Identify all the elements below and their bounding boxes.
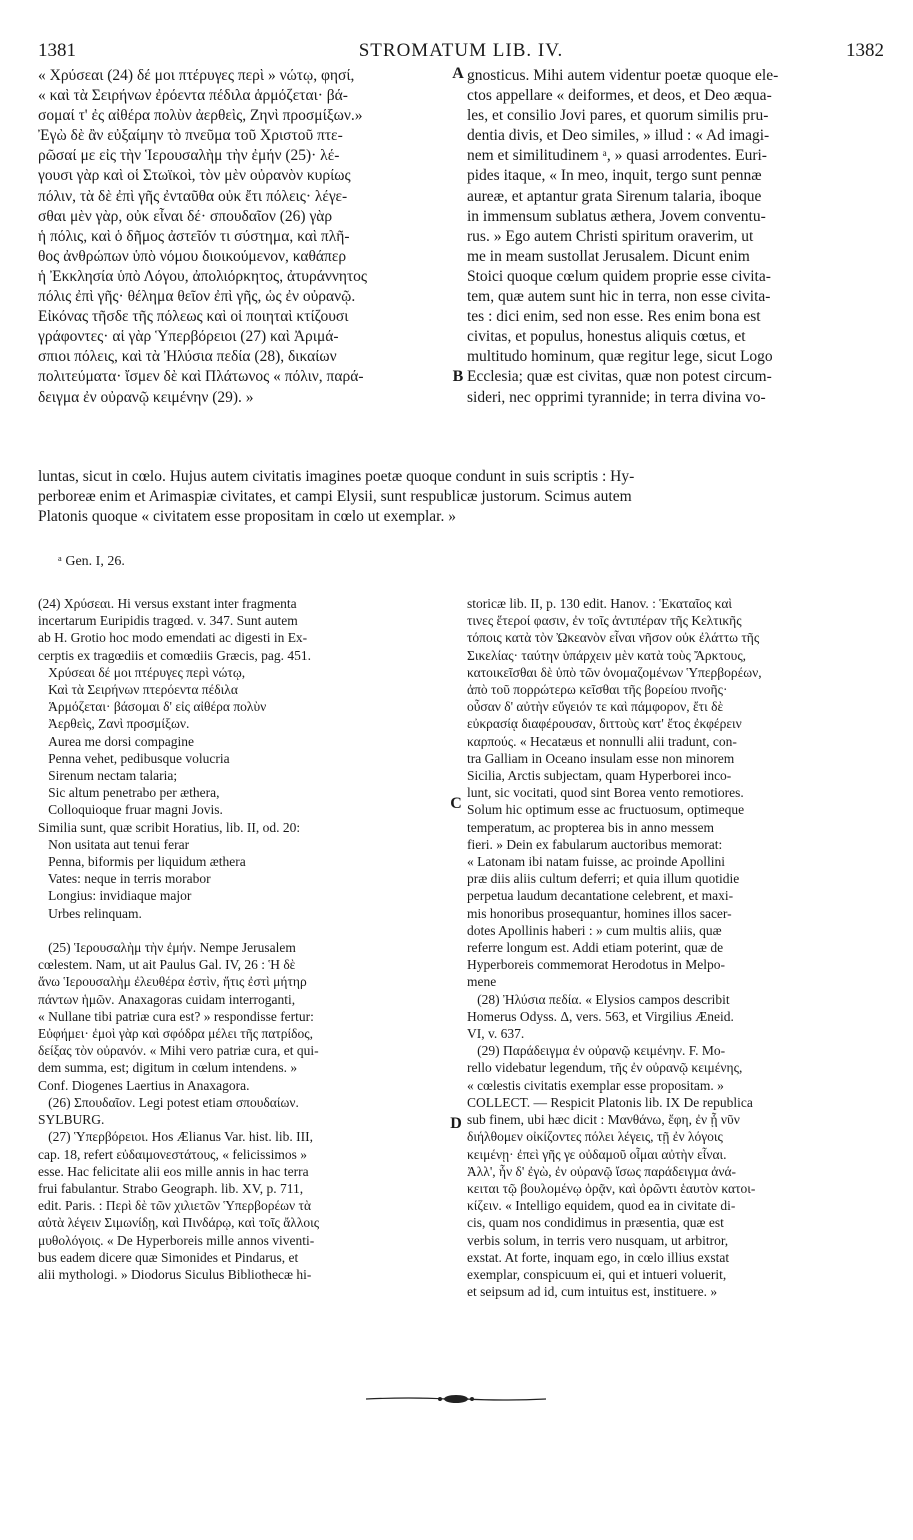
margin-letter-d: D [450, 1115, 462, 1132]
running-header [38, 40, 884, 64]
margin-letter-c: C [450, 795, 462, 812]
page-number-left: 1381 [38, 40, 76, 61]
greek-main-text: « Χρύσεαι (24) δέ μοι πτέρυγες περὶ » νώτῳ, φησί, « καὶ τὰ Σειρήνων ἐρόεντα πέδιλα ἁρμόζεται· βά- σομαί τ' ἐς αἰθέρα πολὺν ἀερθεὶς, Ζηνὶ προσμίξων.» Ἐγὼ δὲ ἂν εὐξαίμην τὸ πνεῦμα τοῦ Χριστοῦ πτε- ρῶσαί με εἰς τὴν Ἱερουσαλὴμ τὴν ἐμήν (25)· λέ- γουσι γὰρ καὶ οἱ Στωϊκοὶ, τὸν μὲν οὐρανὸν κυρίως πόλιν, τὰ δὲ ἐπὶ γῆς ἐνταῦθα οὐκ ἔτι πόλεις· λέγε- σθαι μὲν γὰρ, οὐκ εἶναι δέ· σπουδαῖον (26) γὰρ ἡ πόλις, καὶ ὁ δῆμος ἀστεῖόν τι σύστημα, καὶ πλῆ- θος ἀνθρώπων ὑπὸ νόμου διοικούμενον, καθάπερ ἡ Ἐκκλησία ὑπὸ Λόγου, ἀπολιόρκητος, ἀτυράννητος πόλις ἐπὶ γῆς· θέλημα θεῖον ἐπὶ γῆς, ὡς ἐν οὐρανῷ. Εἰκόνας τῆσδε τῆς πόλεως καὶ οἱ ποιηταὶ κτίζουσι γράφοντες· αἱ γὰρ Ὑπερβόρειοι (27) καὶ Ἀριμά- σπιοι πόλεις, καὶ τὰ Ἠλύσια πεδία (28), δικαίων πολιτεύματα· ἴσμεν δὲ καὶ Πλάτωνος « πόλιν, παρά- δειγμα ἐν οὐρανῷ κειμένην (29). » [38, 67, 368, 406]
latin-main-text: gnosticus. Mihi autem videntur poetæ quoque ele- ctos appellare « deiformes, et deos, et Deo æqua- les, et consilio Jovi pares, et quorum similis pru- dentia divis, et Deo similes, » illud : « Ad imagi- nem et similitudinem ᵃ, » quasi arrodentes. Euri- pides itaque, « In meo, inquit, tergo sunt pennæ aureæ, et aptantur grata Sirenum talaria, iboque in immensum sublatus æthera, Jovem conventu- rus. » Ego autem Christi spiritum oraverim, ut me in meam sustollat Jerusalem. Dicunt enim Stoici quoque cœlum quidem proprie esse civita- tem, quæ autem sunt hic in terra, non esse civita- tes : dici enim, sed non esse. Res enim bona est civitas, et populus, honestus aliquis cœtus, et multitudo hominum, quæ regitur lege, sicut Logo Ecclesia; quæ est civitas, quæ non potest circum- sideri, nec opprimi tyrannide; in terra divina vo- [467, 67, 779, 406]
margin-letter-b: B [452, 368, 464, 385]
latin-main-text-continued: luntas, sicut in cœlo. Hujus autem civitatis imagines poetæ quoque condunt in suis scriptis : Hy- perboreæ enim et Arimaspiæ civitates, et campi Elysii, sunt respublicæ justorum. Scimus autem Platonis quoque « civitatem esse propositam in cœlo ut exemplar. » [38, 468, 635, 526]
notes-left-column: (24) Χρύσεαι. Hi versus exstant inter fragmenta incertarum Euripidis tragœd. v. 347. Sunt autem ab H. Grotio hoc modo emendati ac digesti in Ex- cerptis ex tragœdiis et comœdiis Græcis, pag. 451. Χρύσεαι δέ μοι πτέρυγες περὶ νώτῳ, Καὶ τὰ Σειρήνων πτερόεντα πέδιλα Ἁρμόζεται· βάσομαι δ' εἰς αἰθέρα πολὺν Ἀερθεὶς, Ζανὶ προσμίξων. Aurea me dorsi compagine Penna vehet, pedibusque volucria Sirenum nectam talaria; Sic altum penetrabo per æthera, Colloquioque fruar magni Jovis. Similia sunt, quæ scribit Horatius, lib. II, od. 20: Non usitata aut tenui ferar Penna, biformis per liquidum æthera Vates: neque in terris morabor Longius: invidiaque major Urbes relinquam. (25) Ἱερουσαλὴμ τὴν ἐμήν. Nempe Jerusalem cœlestem. Nam, ut ait Paulus Gal. IV, 26 : Ἡ δὲ ἄνω Ἱερουσαλὴμ ἐλευθέρα ἐστὶν, ἥτις ἐστὶ μήτηρ πάντων ἡμῶν. Anaxagoras cuidam interroganti, « Nullane tibi patriæ cura est? » respondisse fertur: Εὐφήμει· ἐμοὶ γὰρ καὶ σφόδρα μέλει τῆς πατρίδος, δείξας τὸν οὐρανόν. « Mihi vero patriæ cura, et qui- dem summa, est; digitum in cœlum intendens. » Conf. Diogenes Laertius in Anaxagora. (26) Σπουδαῖον. Legi potest etiam σπουδαίων. SYLBURG. (27) Ὑπερβόρειοι. Hos Ælianus Var. hist. lib. III, cap. 18, refert εὐδαιμονεστάτους, « felicissimos » esse. Hac felicitate alii eos mille annis in hac terra frui fabulantur. Strabo Geograph. lib. XV, p. 711, edit. Paris. : Περὶ δὲ τῶν χιλιετῶν Ὑπερβορέων τὰ αὐτὰ λέγειν Σιμωνίδῃ, καὶ Πινδάρῳ, καὶ τοῖς ἄλλοις μυθολόγοις. « De Hyperboreis mille annos viventi- bus eadem dicere quæ Simonides et Pindarus, et alii mythologi. » Diodorus Siculus Bibliothecæ hi- [38, 596, 320, 1282]
notes-right-column: storicæ lib. II, p. 130 edit. Hanov. : Ἑκαταῖος καὶ τινες ἕτεροί φασιν, ἐν τοῖς ἀντιπέραν τῆς Κελτικῆς τόποις κατὰ τὸν Ὠκεανὸν εἶναι νῆσον οὐκ ἐλάττω τῆς Σικελίας· ταύτην ὑπάρχειν μὲν κατὰ τοὺς Ἄρκτους, κατοικεῖσθαι δὲ ὑπὸ τῶν ὀνομαζομένων Ὑπερβορέων, ἀπὸ τοῦ πορρώτερω κεῖσθαι τῆς βορείου πνοῆς· οὖσαν δ' αὐτὴν εὔγειόν τε καὶ πάμφορον, ἔτι δὲ εὐκρασίᾳ διαφέρουσαν, διττοὺς κατ' ἔτος ἐκφέρειν καρπούς. « Hecatæus et nonnulli alii tradunt, con- tra Galliam in Oceano insulam esse non minorem Sicilia, Arctis subjectam, quam Hyperborei inco- lunt, sic vocitati, quod sint Borea vento remotiores. Solum hic optimum esse ac fructuosum, optimeque temperatum, ac propterea bis in anno messem fieri. » Dein ex fabularum auctoribus memorat: « Latonam ibi natam fuisse, ac proinde Apollini præ diis aliis cultum deferri; et quia illum quotidie perpetua laudum decantatione celebrent, et maxi- mis honoribus prosequantur, homines illos sacer- dotes Apollinis haberi : » cum multis aliis, quæ referre longum est. Addi etiam poterint, quæ de Hyperboreis commemorat Herodotus in Melpo- mene (28) Ἠλύσια πεδία. « Elysios campos describit Homerus Odyss. Δ, vers. 563, et Virgilius Æneid. VI, v. 637. (29) Παράδειγμα ἐν οὐρανῷ κειμένην. F. Mo- rello videbatur legendum, τῆς ἐν οὐρανῷ κειμένης, « cœlestis civitatis exemplar esse propositam. » COLLECT. — Respicit Platonis lib. IX De republica sub finem, ubi hæc dicit : Μανθάνω, ἔφη, ἐν ᾗ νῦν διήλθομεν οἰκίζοντες πόλει λέγεις, τῇ ἐν λόγοις κειμένῃ· ἐπεὶ γῆς γε οὐδαμοῦ οἶμαι αὐτὴν εἶναι. Ἀλλ', ἦν δ' ἐγὼ, ἐν οὐρανῷ ἴσως παράδειγμα ἀνά- κειται τῷ βουλομένῳ ὁρᾷν, καὶ ὁρῶντι ἑαυτὸν κατοι- κίζειν. « Intelligo equidem, quod ea in civitate di- cis, quam nos condidimus in præsentia, quæ est verbis solum, in terris vero nusquam, ut arbitror, exstat. At forte, inquam ego, in cœlo illius exstat exemplar, conspicuum ei, qui et intueri voluerit, et seipsum ad id, cum intuitus est, instituere. » [467, 596, 762, 1300]
ornament-divider [366, 1392, 546, 1406]
page-number-right: 1382 [846, 40, 884, 61]
footnote-a: ᵃ Gen. I, 26. [58, 554, 125, 569]
running-title: STROMATUM LIB. IV. [358, 40, 564, 61]
margin-letter-a: A [452, 65, 464, 82]
